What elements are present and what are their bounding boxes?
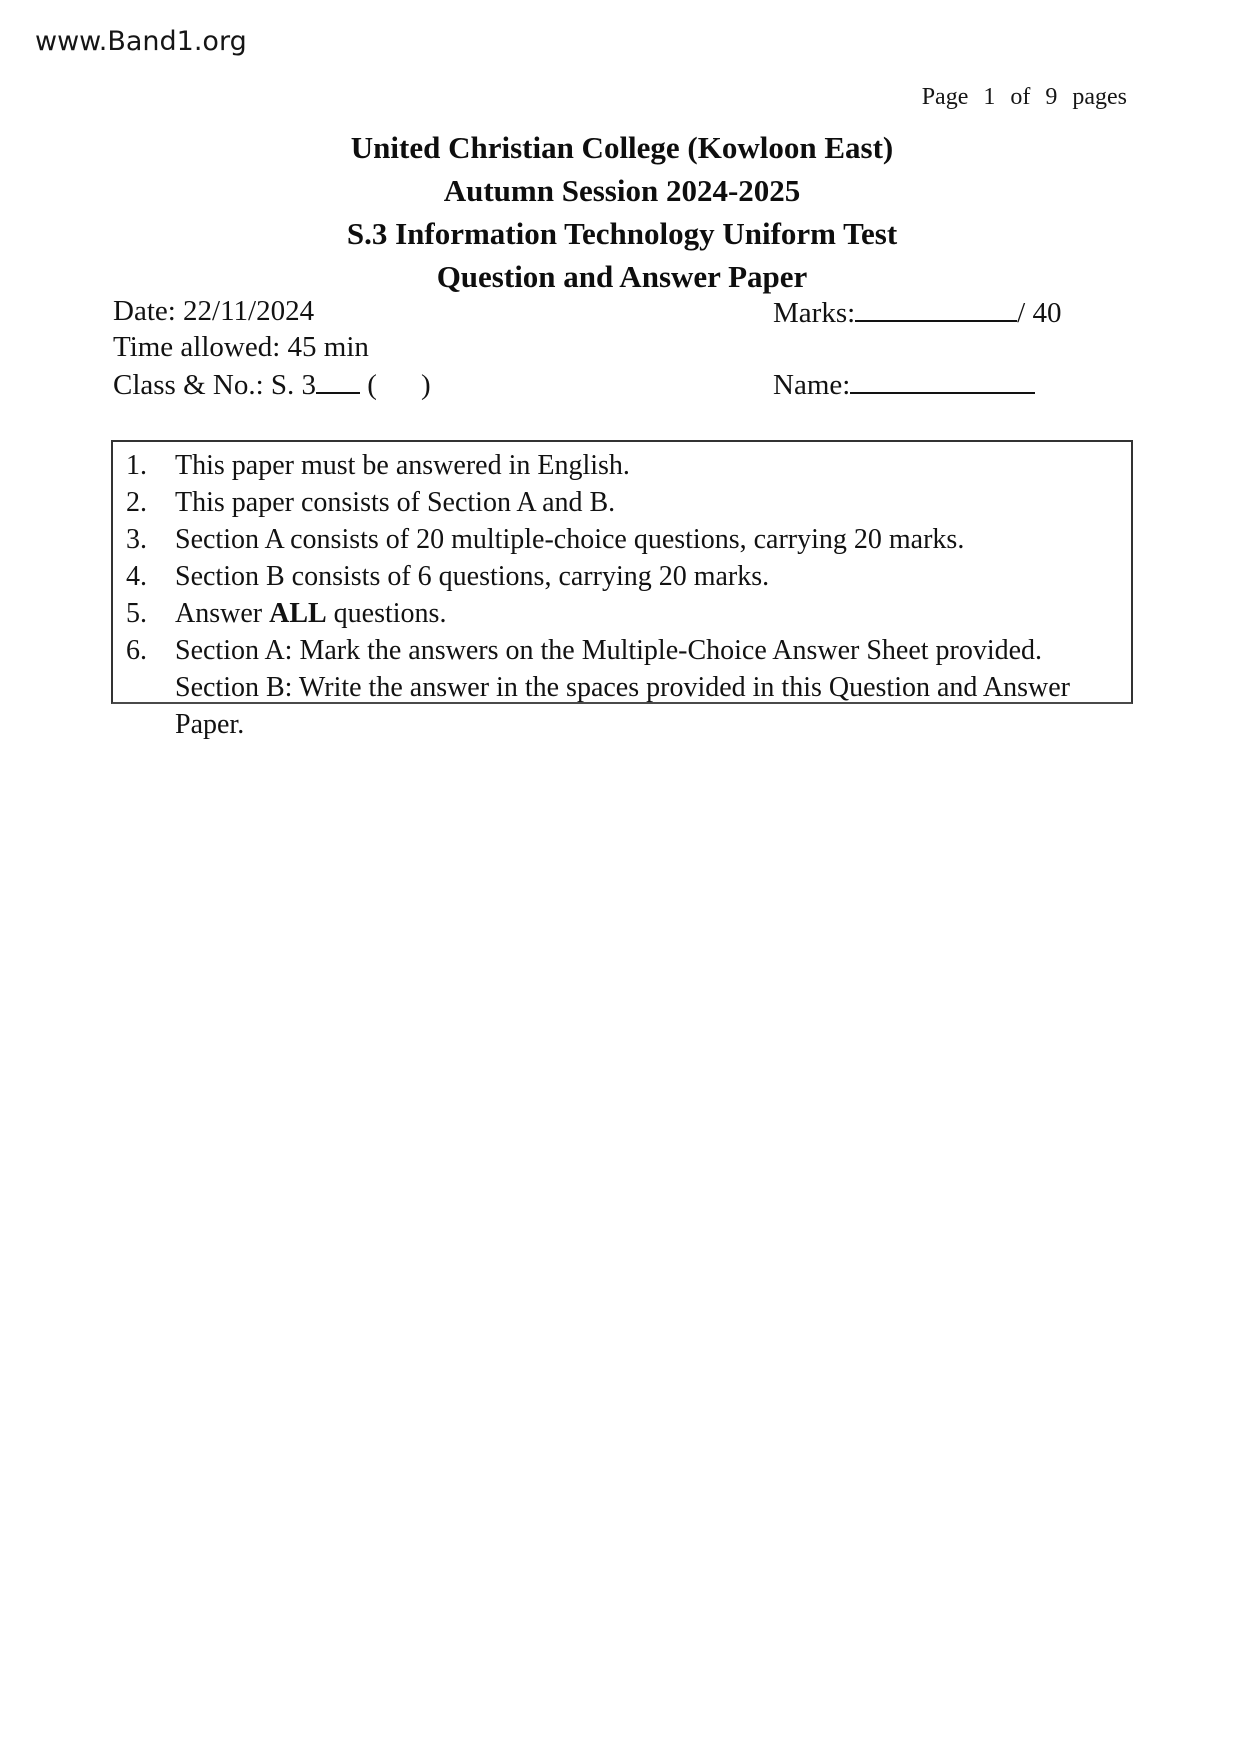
watermark-url: www.Band1.org (35, 26, 247, 57)
instruction-text: Section A consists of 20 multiple-choice questions, carrying 20 marks. (175, 524, 965, 555)
instruction-number: 2. (126, 487, 147, 518)
marks-field (773, 293, 1061, 331)
instruction-text: Section B consists of 6 questions, carrying 20 marks. (175, 561, 770, 592)
time-allowed-field: Time allowed: 45 min (113, 331, 369, 363)
page-number-indicator: Page 1 of 9 pages (921, 84, 1127, 110)
instruction-item (113, 447, 1131, 484)
instruction-number (113, 669, 175, 743)
instruction-text: Section B: Write the answer in the spaces provided in this Question and Answer Paper. (175, 672, 1070, 740)
instruction-number: 3. (126, 524, 147, 555)
paren-open: ( (367, 369, 377, 401)
test-title: S.3 Information Technology Uniform Test (346, 216, 898, 251)
instructions-box (111, 440, 1133, 740)
class-no-blank (316, 365, 360, 394)
class-name-row (113, 365, 1127, 403)
instruction-text: This paper must be answered in English. (175, 450, 630, 481)
marks-blank (855, 293, 1017, 322)
marks-total: / 40 (1017, 297, 1062, 329)
instruction-item (113, 632, 1131, 669)
date-marks-row (113, 293, 1127, 329)
name-blank (850, 365, 1035, 394)
date-field: Date: 22/11/2024 (113, 295, 315, 327)
instruction-text: Section A: Mark the answers on the Multiple-Choice Answer Sheet provided. (175, 635, 1043, 666)
instruction-item (113, 484, 1131, 521)
paren-close: ) (420, 369, 431, 401)
instruction-number: 6. (126, 635, 147, 666)
instruction-text: This paper consists of Section A and B. (175, 487, 616, 518)
paper-type-title: Question and Answer Paper (436, 259, 808, 294)
name-label: Name: (773, 369, 851, 401)
class-no-label: Class & No.: S. 3 (113, 369, 317, 401)
class-no-field (113, 369, 431, 401)
school-name: United Christian College (Kowloon East) (350, 130, 894, 165)
instruction-text: Answer ALL questions. (175, 598, 447, 629)
marks-label: Marks: (773, 297, 856, 329)
instruction-number: 1. (126, 450, 147, 481)
instruction-item (113, 558, 1131, 595)
instruction-item (113, 521, 1131, 558)
title-block (111, 126, 1133, 298)
session-title: Autumn Session 2024-2025 (443, 173, 801, 208)
time-allowed-row (113, 329, 1127, 365)
instruction-item (113, 595, 1131, 632)
instruction-number: 5. (126, 598, 147, 629)
instruction-item-continuation (113, 669, 1131, 743)
name-field (773, 365, 1035, 403)
all-emphasis: ALL (269, 598, 327, 629)
instruction-number: 4. (126, 561, 147, 592)
